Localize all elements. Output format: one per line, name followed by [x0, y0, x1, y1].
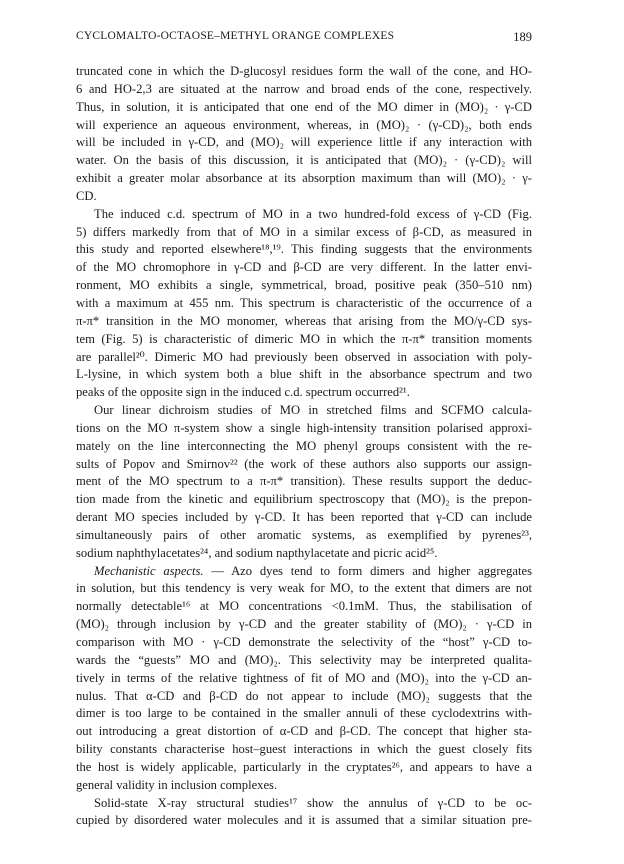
text-line: Our linear dichroism studies of MO in stretched films and SCFMO calcula-: [94, 403, 532, 418]
text-line: are parallel²⁰. Dimeric MO had previously been observed in association with poly-: [76, 349, 532, 364]
page-number: 189: [513, 30, 532, 44]
text-line: water. On the basis of this discussion, it is anticipated that (MO)₂ · (γ-CD)₂ will: [76, 153, 532, 168]
text-line: cupied by disordered water molecules and it is assumed that a similar situation pre-: [76, 813, 532, 828]
section-run-in-heading: Mechanistic aspects.: [94, 563, 204, 578]
text-line: bility constants characterise host–guest interactions in which the guest closely fits: [76, 742, 532, 757]
text-line: sults of Popov and Smirnov²² (the work of these authors also supports our assign-: [76, 456, 532, 471]
text-line: nulus. That α-CD and β-CD do not appear to include (MO)₂ suggests that the: [76, 688, 532, 703]
text-line: will be included in γ-CD, and (MO)₂ will experience little if any interaction with: [76, 135, 532, 150]
text-line: L-lysine, in which system both a blue shift in the absorbance spectrum and two: [76, 367, 532, 382]
text-line: 6 and HO-2,3 are situated at the narrow and broad ends of the cone, respectively.: [76, 81, 532, 96]
text-line: with a maximum at 455 nm. This spectrum is characteristic of the occurrence of a: [76, 295, 532, 310]
paragraph-4: [76, 563, 532, 795]
text-line: CD.: [76, 188, 97, 203]
text-line: tem (Fig. 5) is characteristic of dimeric MO in which the π-π* transition moments: [76, 331, 532, 346]
text-line: derant MO species included by γ-CD. It has been reported that γ-CD can include: [76, 510, 532, 525]
text-line: tions on the MO π-system show a single high-intensity transition polarised approxi-: [76, 420, 532, 435]
text-line: Thus, in solution, it is anticipated that one end of the MO dimer in (MO)₂ · γ-CD: [76, 99, 532, 114]
text-line: The induced c.d. spectrum of MO in a two hundred-fold excess of γ-CD (Fig.: [94, 206, 532, 221]
text-line: normally detectable¹⁶ at MO concentrations <0.1mM. Thus, the stabilisation of: [76, 599, 532, 614]
paragraph-3: [76, 402, 532, 563]
text-line: ment of the MO spectrum to a π-π* transition). These results support the deduc-: [76, 474, 532, 489]
text-line: comparison with MO · γ-CD demonstrate the selectivity of the “host” γ-CD to-: [76, 635, 532, 649]
text-line: simultaneously pairs of other aromatic systems, as exemplified by pyrenes²³,: [76, 527, 532, 542]
text-line: tively in terms of the relative tightness of fit of MO and (MO)₂ into the γ-CD an-: [76, 670, 532, 685]
running-head: [76, 30, 532, 48]
text-line: peaks of the opposite sign in the induced c.d. spectrum occurred²¹.: [76, 385, 410, 400]
text-line: Mechanistic aspects. — Azo dyes tend to form dimers and higher aggregates: [94, 563, 532, 578]
text-line: this study and reported elsewhere¹⁸,¹⁹. This finding suggests that the environments: [76, 242, 532, 257]
text-line: 5) differs markedly from that of MO in a similar excess of β-CD, as measured in: [76, 224, 532, 239]
body-text: [76, 63, 532, 830]
text-line: sodium naphthylacetates²⁴, and sodium napthylacetate and picric acid²⁵.: [76, 545, 438, 560]
text-line: Solid-state X-ray structural studies¹⁷ show the annulus of γ-CD to be oc-: [94, 795, 532, 810]
text-line: in solution, but this tendency is very weak for MO, to the extent that dimers are not: [76, 581, 532, 596]
paragraph-1: [76, 63, 532, 206]
text-line: (MO)₂ through inclusion by γ-CD and the greater stability of (MO)₂ · γ-CD in: [76, 617, 532, 632]
text-line: out introducing a great distortion of α-CD and β-CD. The concept that higher sta-: [76, 724, 532, 739]
text-line: π-π* transition in the MO monomer, whereas that arising from the MO/γ-CD sys-: [76, 313, 532, 328]
text-line: tion made from the kinetic and equilibrium spectroscopy that (MO)₂ is the prepon-: [76, 492, 532, 507]
text-line: of the MO chromophore in γ-CD and β-CD are very different. In the latter envi-: [76, 260, 532, 275]
text-line: truncated cone in which the D-glucosyl residues form the wall of the cone, and HO-: [76, 64, 532, 78]
paragraph-2: [76, 206, 532, 402]
text-line: exhibit a greater molar absorbance at its absorption maximum than will (MO)₂ · γ-: [76, 171, 532, 186]
paragraph-5: [76, 795, 532, 831]
text-line: wards the “guests” MO and (MO)₂. This selectivity may be interpreted qualita-: [76, 652, 532, 667]
text-line: the host is widely applicable, particularly in the cryptates²⁶, and appears to have a: [76, 759, 532, 774]
text-line: mately on the line interconnecting the MO phenyl groups consistent with the re-: [76, 438, 532, 453]
text-line: will experience an aqueous environment, whereas, in (MO)₂ · (γ-CD)₂, both ends: [76, 117, 532, 132]
text-line: ronment, MO exhibits a single, symmetrical, broad, positive peak (350–510 nm): [76, 278, 532, 293]
text-line: dimer is too large to be contained in the smaller annuli of these cyclodextrins with-: [76, 706, 532, 721]
running-title: CYCLOMALTO-OCTAOSE–METHYL ORANGE COMPLEXES: [76, 30, 395, 42]
text-line: general validity in inclusion complexes.: [76, 777, 278, 792]
